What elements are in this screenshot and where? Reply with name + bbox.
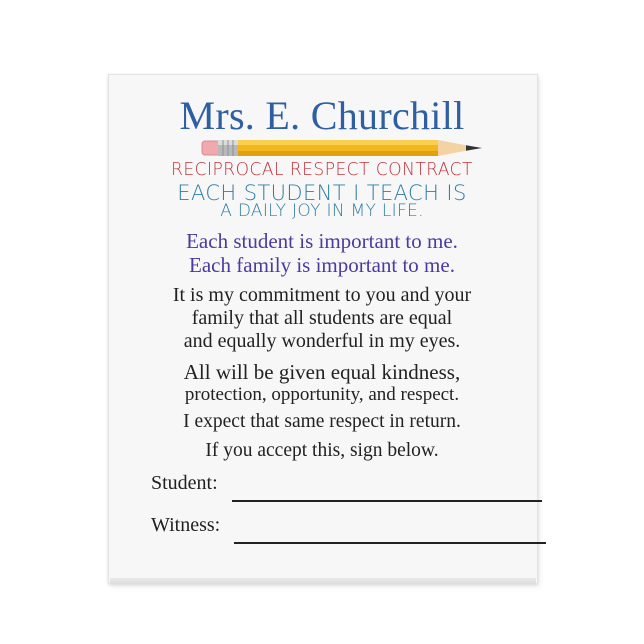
pencil-icon <box>200 138 486 160</box>
witness-signature-line <box>234 542 546 544</box>
notepad-page-edge <box>110 578 536 584</box>
commitment-line-2: family that all students are equal <box>191 307 453 329</box>
commitment-line-1: It is my commitment to you and your <box>172 284 472 306</box>
student-signature-line <box>232 500 542 502</box>
family-important-statement: Each family is important to me. <box>189 253 455 277</box>
commitment-line-3: and equally wonderful in my eyes. <box>183 330 461 352</box>
student-important-statement: Each student is important to me. <box>186 229 458 253</box>
kindness-line-2: protection, opportunity, and respect. <box>184 384 460 405</box>
kindness-line-1: All will be given equal kindness, <box>183 360 461 384</box>
witness-label: Witness: <box>151 514 221 536</box>
joy-line-2: A DAILY JOY IN MY LIFE. <box>220 201 424 221</box>
teacher-name: Mrs. E. Churchill <box>179 93 465 138</box>
student-label: Student: <box>151 472 218 494</box>
joy-line-1: EACH STUDENT I TEACH IS <box>177 181 467 205</box>
respect-return-line: I expect that same respect in return. <box>183 411 461 432</box>
contract-title: RECIPROCAL RESPECT CONTRACT <box>171 159 473 181</box>
sign-below-line: If you accept this, sign below. <box>205 440 439 461</box>
